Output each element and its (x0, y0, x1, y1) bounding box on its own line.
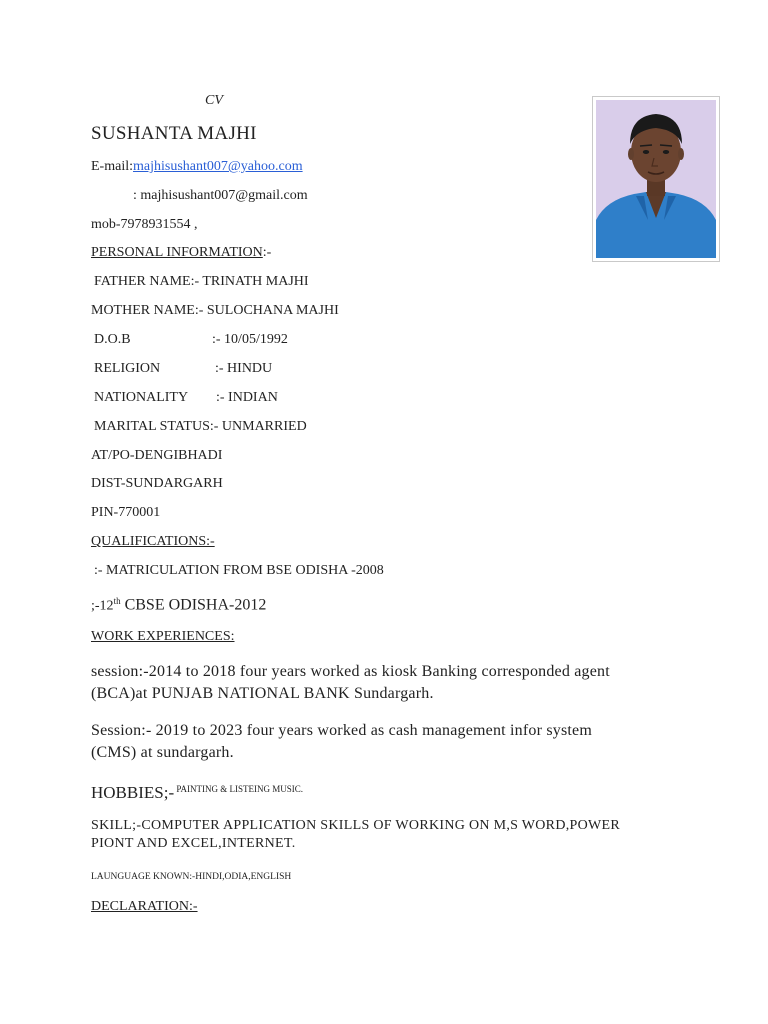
work-paragraph-1-line-2: (BCA)at PUNJAB NATIONAL BANK Sundargarh. (91, 685, 434, 702)
hobbies-label: HOBBIES;- (91, 783, 175, 802)
email-line (91, 158, 303, 176)
qualification-item-2-prefix: ;-12 (91, 598, 114, 614)
dob-label: D.O.B (94, 332, 131, 347)
pin-code: PIN-770001 (91, 505, 161, 520)
address-line-1: AT/PO-DENGIBHADI (91, 448, 223, 463)
work-paragraph-2-line-1: Session:- 2019 to 2023 four years worked as cash management infor system (91, 722, 592, 739)
mobile-number: mob-7978931554 , (91, 217, 198, 232)
hobbies-line (91, 780, 303, 804)
email-secondary: : majhisushant007@gmail.com (133, 188, 308, 203)
cv-label: CV (205, 93, 223, 108)
declaration-heading: DECLARATION:- (91, 899, 198, 914)
dob-row (94, 331, 131, 349)
personal-info-heading-suffix: :- (262, 245, 272, 260)
profile-photo (592, 96, 720, 262)
work-paragraph-1 (91, 661, 681, 705)
personal-info-heading (91, 244, 271, 262)
skill-line-2: PIONT AND EXCEL,INTERNET. (91, 836, 296, 851)
nationality-value: :- INDIAN (216, 390, 278, 405)
personal-info-heading-text: PERSONAL INFORMATION (91, 245, 263, 260)
mother-name: MOTHER NAME:- SULOCHANA MAJHI (91, 303, 339, 318)
religion-value: :- HINDU (215, 361, 273, 376)
qualification-item-1: :- MATRICULATION FROM BSE ODISHA -2008 (94, 563, 384, 578)
nationality-label: NATIONALITY (94, 390, 189, 405)
work-paragraph-2 (91, 720, 681, 764)
marital-status: MARITAL STATUS:- UNMARRIED (94, 419, 307, 434)
qualifications-heading: QUALIFICATIONS:- (91, 534, 215, 549)
language-known: LAUNGUAGE KNOWN:-HINDI,ODIA,ENGLISH (91, 872, 292, 882)
qualification-item-2 (91, 592, 266, 616)
profile-photo-image (596, 100, 716, 258)
skill-paragraph (91, 817, 691, 853)
religion-label: RELIGION (94, 361, 161, 376)
father-name: FATHER NAME:- TRINATH MAJHI (94, 274, 309, 289)
skill-line-1: SKILL;-COMPUTER APPLICATION SKILLS OF WORKING ON M,S WORD,POWER (91, 818, 621, 833)
work-paragraph-1-line-1: session:-2014 to 2018 four years worked as kiosk Banking corresponded agent (91, 663, 610, 680)
qualification-item-2-sup: th (113, 596, 121, 606)
candidate-name: SUSHANTA MAJHI (91, 123, 257, 144)
email-primary-link[interactable]: majhisushant007@yahoo.com (133, 159, 303, 174)
qualification-item-2-rest: CBSE ODISHA-2012 (120, 596, 267, 614)
email-label: E-mail: (91, 159, 133, 174)
work-heading: WORK EXPERIENCES: (91, 629, 235, 644)
work-paragraph-2-line-2: (CMS) at sundargarh. (91, 744, 234, 761)
dob-value: :- 10/05/1992 (212, 332, 288, 347)
hobbies-value: PAINTING & LISTEING MUSIC. (174, 784, 304, 794)
address-line-2: DIST-SUNDARGARH (91, 476, 223, 491)
